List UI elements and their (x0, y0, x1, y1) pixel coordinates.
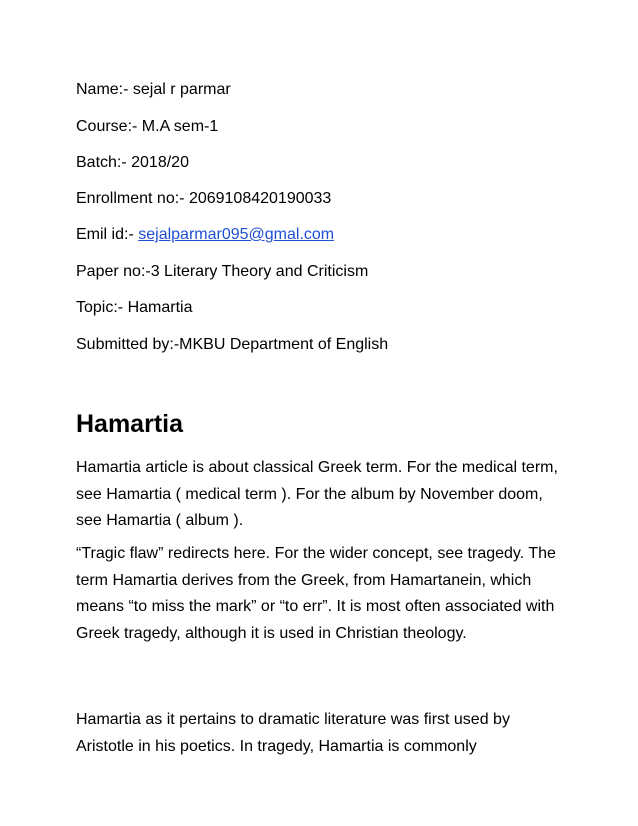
email-line (76, 225, 334, 245)
enrollment-line: Enrollment no:- 2069108420190033 (76, 190, 332, 207)
topic-line: Topic:- Hamartia (76, 299, 193, 316)
submitted-line: Submitted by:-MKBU Department of English (76, 336, 389, 353)
section-heading: Hamartia (76, 410, 183, 438)
paper-line: Paper no:-3 Literary Theory and Criticism (76, 263, 369, 280)
batch-line: Batch:- 2018/20 (76, 154, 189, 171)
course-line: Course:- M.A sem-1 (76, 118, 219, 135)
email-link[interactable]: sejalparmar095@gmal.com (138, 226, 335, 243)
paragraph-2: “Tragic flaw” redirects here. For the wider concept, see tragedy. The term Hamartia derives from the Greek, from Hamartanein, which means “to miss the mark” or “to err”. It is most often associated with Greek tragedy, although it is used in Christian theology. (76, 545, 556, 642)
email-label: Emil id:- (76, 226, 139, 243)
paragraph-3: Hamartia as it pertains to dramatic literature was first used by Aristotle in his poetics. In tragedy, Hamartia is commonly (76, 711, 510, 755)
paragraph-1: Hamartia article is about classical Greek term. For the medical term, see Hamartia ( medical term ). For the album by November doom, see Hamartia ( album ). (76, 459, 558, 529)
student-name: Name:- sejal r parmar (76, 81, 231, 98)
